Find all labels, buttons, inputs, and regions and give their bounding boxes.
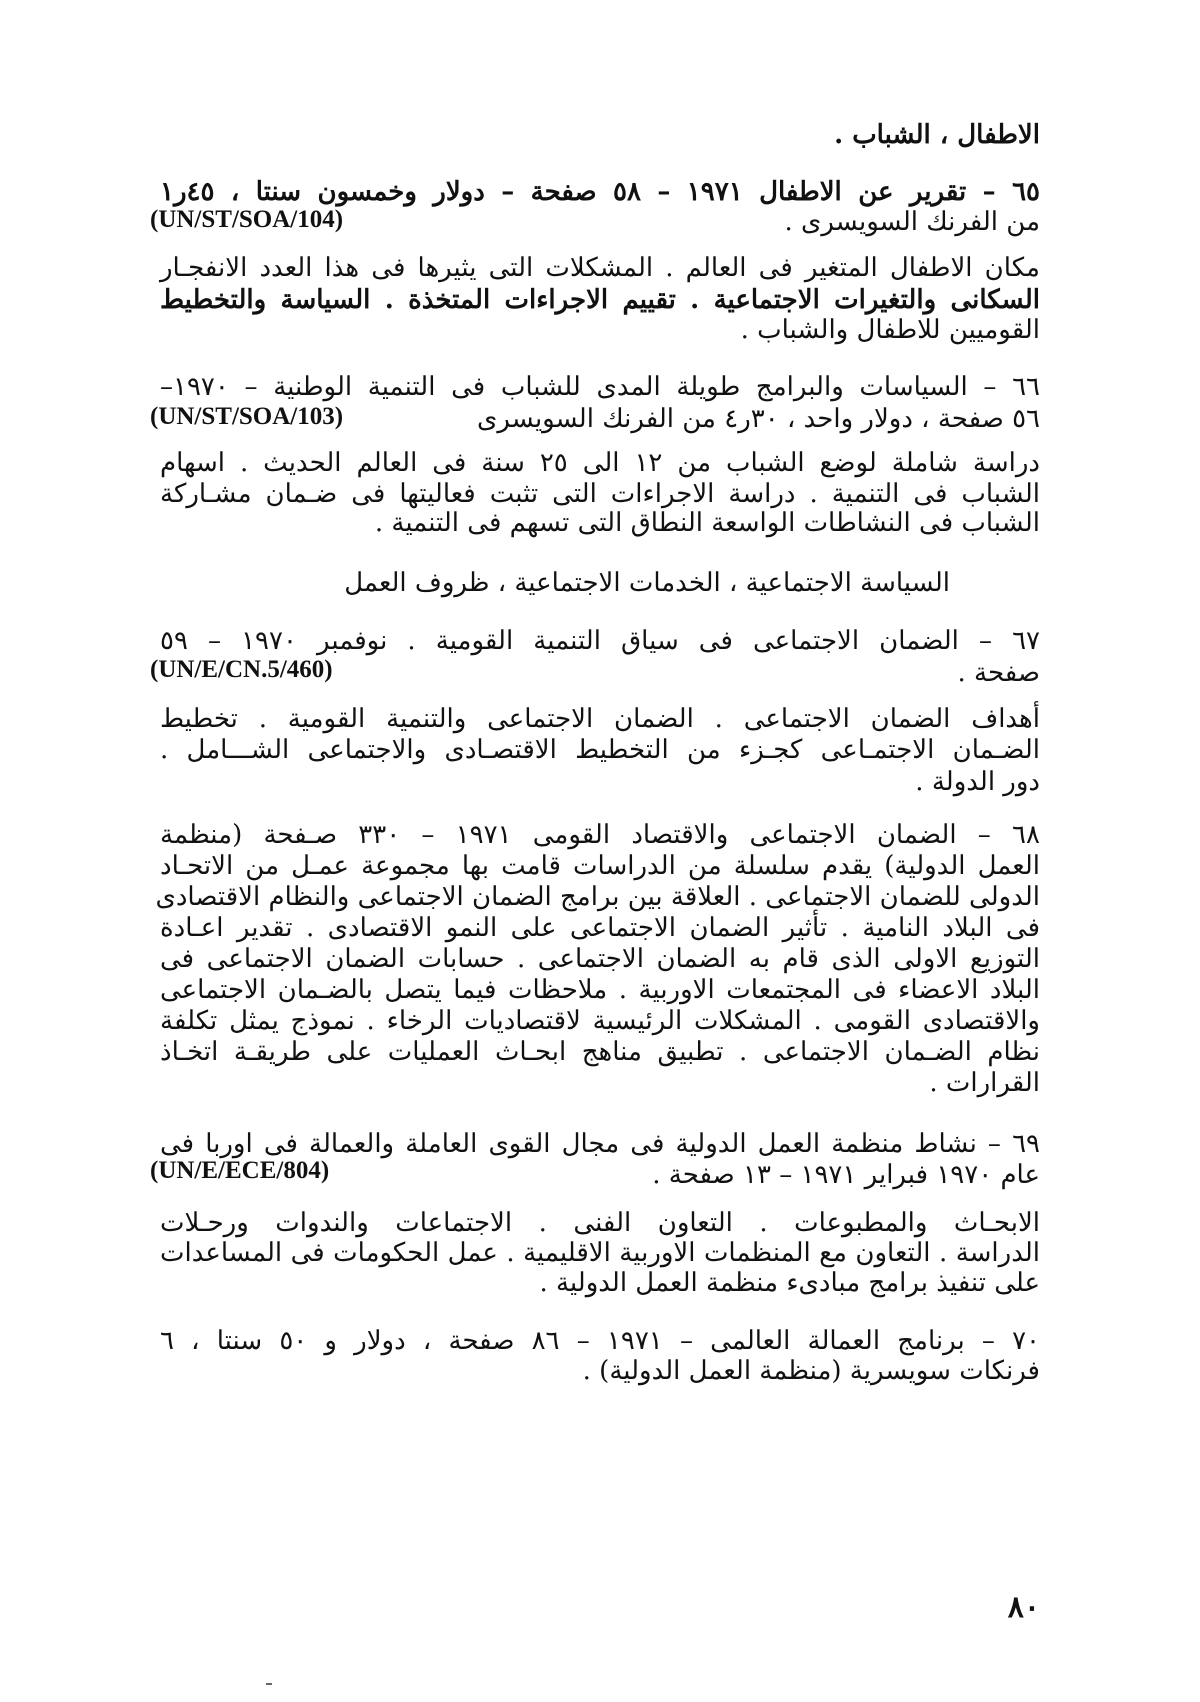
entry-67-desc-line2: الضـمان الاجتمـاعى كجـزء من التخطيط الاقتصـادى والاجتماعى الشـــامل . <box>160 735 1040 765</box>
entry-66-document-code: (UN/ST/SOA/103) <box>150 403 344 430</box>
entry-65-desc-line1: مكان الاطفال المتغير فى العالم . المشكلات التى يثيرها فى هذا العدد الانفجـار <box>160 253 1040 283</box>
entry-67-title-line1: ٦٧ – الضمان الاجتماعى فى سياق التنمية القومية . نوفمبر ١٩٧٠ – ٥٩ <box>160 626 1040 656</box>
entry-66-desc-line1: دراسة شاملة لوضع الشباب من ١٢ الى ٢٥ سنة فى العالم الحديث . اسهام <box>160 448 1040 478</box>
section-heading-children: الاطفال ، الشباب . <box>834 120 1040 150</box>
entry-70-title-line1: ٧٠ – برنامج العمالة العالمى – ١٩٧١ – ٨٦ صفحة ، دولار و ٥٠ سنتا ، ٦ <box>160 1326 1040 1356</box>
entry-66-desc-line2: الشباب فى التنمية . دراسة الاجراءات التى تثبت فعاليتها فى ضـمان مشـاركة <box>160 479 1040 509</box>
section-heading-social: السياسة الاجتماعية ، الخدمات الاجتماعية ، ظروف العمل <box>344 568 950 598</box>
entry-65-document-code: (UN/ST/SOA/104) <box>150 206 344 233</box>
entry-69-desc-line2: الدراسة . التعاون مع المنظمات الاوربية الاقليمية . عمل الحكومات فى المساعدات <box>160 1238 1040 1268</box>
entry-66-title-line1: ٦٦ – السياسات والبرامج طويلة المدى للشباب فى التنمية الوطنية – ١٩٧٠– <box>160 372 1040 402</box>
entry-69-title-line2: عام ١٩٧٠ فبراير ١٩٧١ – ١٣ صفحة . <box>652 1160 1040 1190</box>
entry-66-desc-line3: الشباب فى النشاطات الواسعة النطاق التى تسهم فى التنمية . <box>374 508 1040 538</box>
entry-68-line4: فى البلاد النامية . تأثير الضمان الاجتماعى على النمو الاقتصادى . تقدير اعـادة <box>160 913 1040 943</box>
entry-68-line7: والاقتصادى القومى . المشكلات الرئيسية لاقتصاديات الرخاء . نموذج يمثل تكلفة <box>160 1006 1040 1036</box>
entry-68-line2: العمل الدولية) يقدم سلسلة من الدراسات قامت بها مجموعة عمـل من الاتحـاد <box>160 851 1040 881</box>
entry-70-title-line2: فرنكات سويسرية (منظمة العمل الدولية) . <box>582 1356 1040 1386</box>
entry-65-desc-line3: القوميين للاطفال والشباب . <box>740 315 1040 345</box>
entry-67-document-code: (UN/E/CN.5/460) <box>150 656 333 683</box>
scan-speck <box>266 1683 272 1685</box>
entry-68-line5: التوزيع الاولى الذى قام به الضمان الاجتماعى . حسابات الضمان الاجتماعى فى <box>160 944 1041 974</box>
entry-68-line6: البلاد الاعضاء فى المجتمعات الاوربية . ملاحظات فيما يتصل بالضـمان الاجتماعى <box>160 975 1040 1005</box>
entry-69-desc-line1: الابحـاث والمطبوعات . التعاون الفنى . الاجتماعات والندوات ورحـلات <box>160 1208 1040 1238</box>
entry-67-desc-line3: دور الدولة . <box>915 767 1040 797</box>
page-number: ٨٠ <box>1007 1590 1040 1625</box>
entry-68-line8: نظام الضـمان الاجتماعى . تطبيق مناهج ابحـاث العمليات على طريقـة اتخـاذ <box>160 1037 1040 1067</box>
entry-65-title-line1: ٦٥ – تقرير عن الاطفال ١٩٧١ – ٥٨ صفحة – دولار وخمسون سنتا ، ٤٥ر١ <box>160 177 1040 207</box>
entry-69-document-code: (UN/E/ECE/804) <box>150 1157 330 1184</box>
entry-67-title-line2: صفحة . <box>957 658 1040 688</box>
entry-68-line9: القرارات . <box>929 1068 1040 1098</box>
entry-65-desc-line2: السكانى والتغيرات الاجتماعية . تقييم الاجراءات المتخذة . السياسة والتخطيط <box>160 285 1040 315</box>
entry-69-desc-line3: على تنفيذ برامج مبادىء منظمة العمل الدولية . <box>539 1268 1040 1298</box>
entry-65-title-line2: من الفرنك السويسرى . <box>784 207 1040 237</box>
entry-68-line1: ٦٨ – الضمان الاجتماعى والاقتصاد القومى ١٩٧١ – ٣٣٠ صـفحة (منظمة <box>160 820 1040 850</box>
entry-68-line3: الدولى للضمان الاجتماعى . العلاقة بين برامج الضمان الاجتماعى والنظام الاقتصادى <box>155 882 1040 912</box>
entry-69-title-line1: ٦٩ – نشاط منظمة العمل الدولية فى مجال القوى العاملة والعمالة فى اوربا فى <box>160 1129 1040 1159</box>
entry-67-desc-line1: أهداف الضمان الاجتماعى . الضمان الاجتماعى والتنمية القومية . تخطيط <box>160 704 1040 734</box>
entry-66-title-line2: ٥٦ صفحة ، دولار واحد ، ٣٠ر٤ من الفرنك السويسرى <box>477 404 1040 434</box>
